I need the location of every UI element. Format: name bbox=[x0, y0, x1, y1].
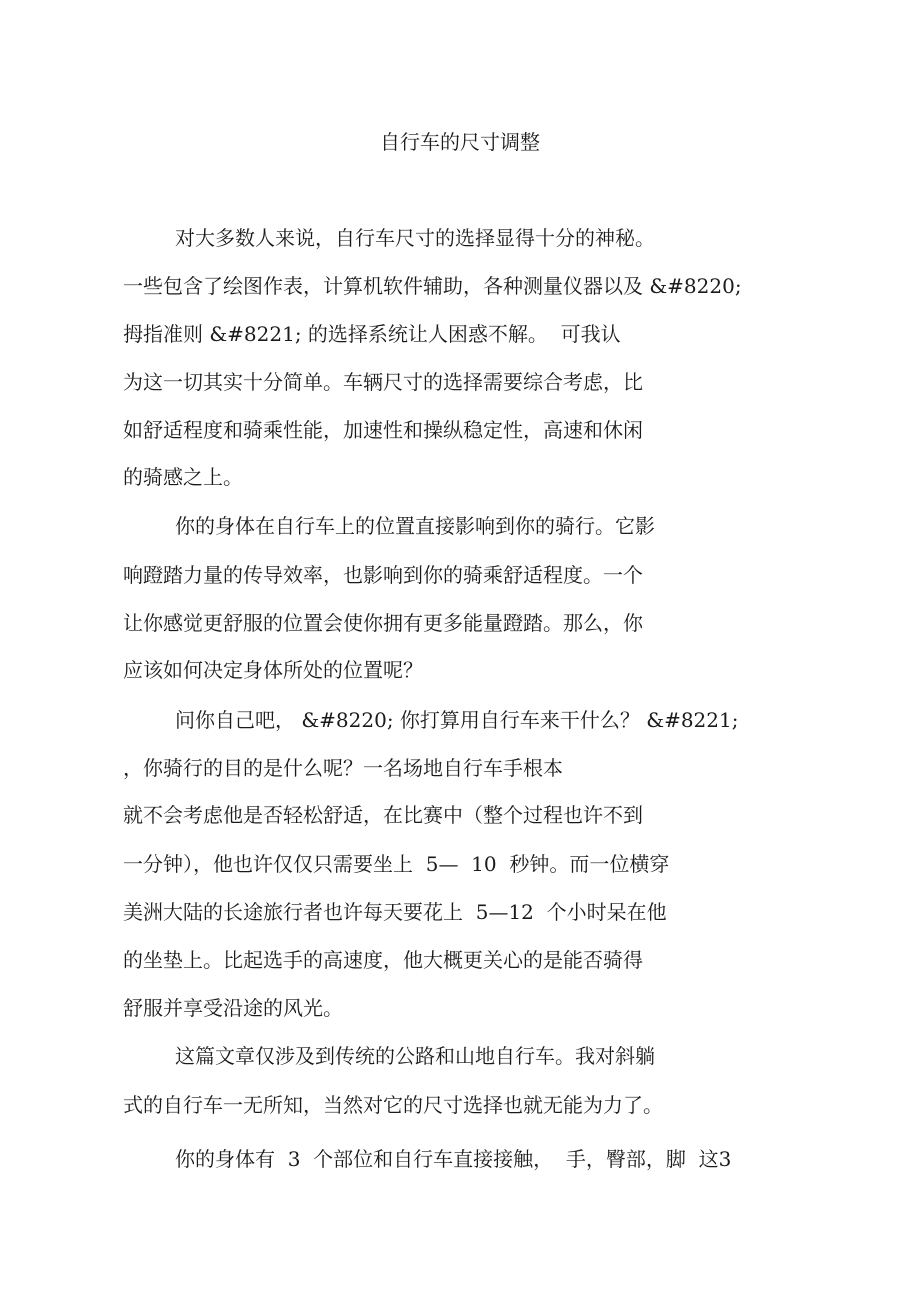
paragraph-line: 让你感觉更舒服的位置会使你拥有更多能量蹬踏。那么，你 bbox=[123, 611, 643, 635]
paragraph-line: ，你骑行的目的是什么呢？一名场地自行车手根本 bbox=[123, 756, 563, 780]
paragraph-line: 的骑感之上。 bbox=[123, 465, 243, 489]
paragraph-line: 如舒适程度和骑乘性能，加速性和操纵稳定性，高速和休闲 bbox=[123, 418, 643, 442]
paragraph-line: 美洲大陆的长途旅行者也许每天要花上 5—12 个小时呆在他 bbox=[123, 900, 667, 924]
paragraph-line: 问你自己吧， &#8220; 你打算用自行车来干什么？ &#8221; bbox=[175, 708, 739, 732]
paragraph-line: 应该如何决定身体所处的位置呢？ bbox=[123, 658, 423, 682]
paragraph-line: 就不会考虑他是否轻松舒适，在比赛中（整个过程也许不到 bbox=[123, 803, 643, 827]
paragraph-line: 为这一切其实十分简单。车辆尺寸的选择需要综合考虑，比 bbox=[123, 370, 643, 394]
paragraph-line: 一些包含了绘图作表，计算机软件辅助，各种测量仪器以及 &#8220; bbox=[123, 274, 742, 298]
document-title: 自行车的尺寸调整 bbox=[380, 130, 540, 154]
paragraph-line: 这篇文章仅涉及到传统的公路和山地自行车。我对斜躺 bbox=[175, 1044, 655, 1068]
paragraph-line: 的坐垫上。比起选手的高速度，他大概更关心的是能否骑得 bbox=[123, 948, 643, 972]
paragraph-line: 一分钟），他也许仅仅只需要坐上 5— 10 秒钟。而一位横穿 bbox=[123, 852, 670, 876]
paragraph-line: 式的自行车一无所知，当然对它的尺寸选择也就无能为力了。 bbox=[123, 1093, 663, 1117]
paragraph-line: 拇指准则 &#8221; 的选择系统让人困惑不解。 可我认 bbox=[123, 322, 621, 346]
paragraph-line: 你的身体有 3 个部位和自行车直接接触， 手，臀部，脚 这3 bbox=[175, 1147, 732, 1171]
paragraph-line: 舒服并享受沿途的风光。 bbox=[123, 996, 343, 1020]
paragraph-line: 你的身体在自行车上的位置直接影响到你的骑行。它影 bbox=[175, 514, 655, 538]
paragraph-line: 对大多数人来说，自行车尺寸的选择显得十分的神秘。 bbox=[175, 226, 655, 250]
paragraph-line: 响蹬踏力量的传导效率，也影响到你的骑乘舒适程度。一个 bbox=[123, 563, 643, 587]
